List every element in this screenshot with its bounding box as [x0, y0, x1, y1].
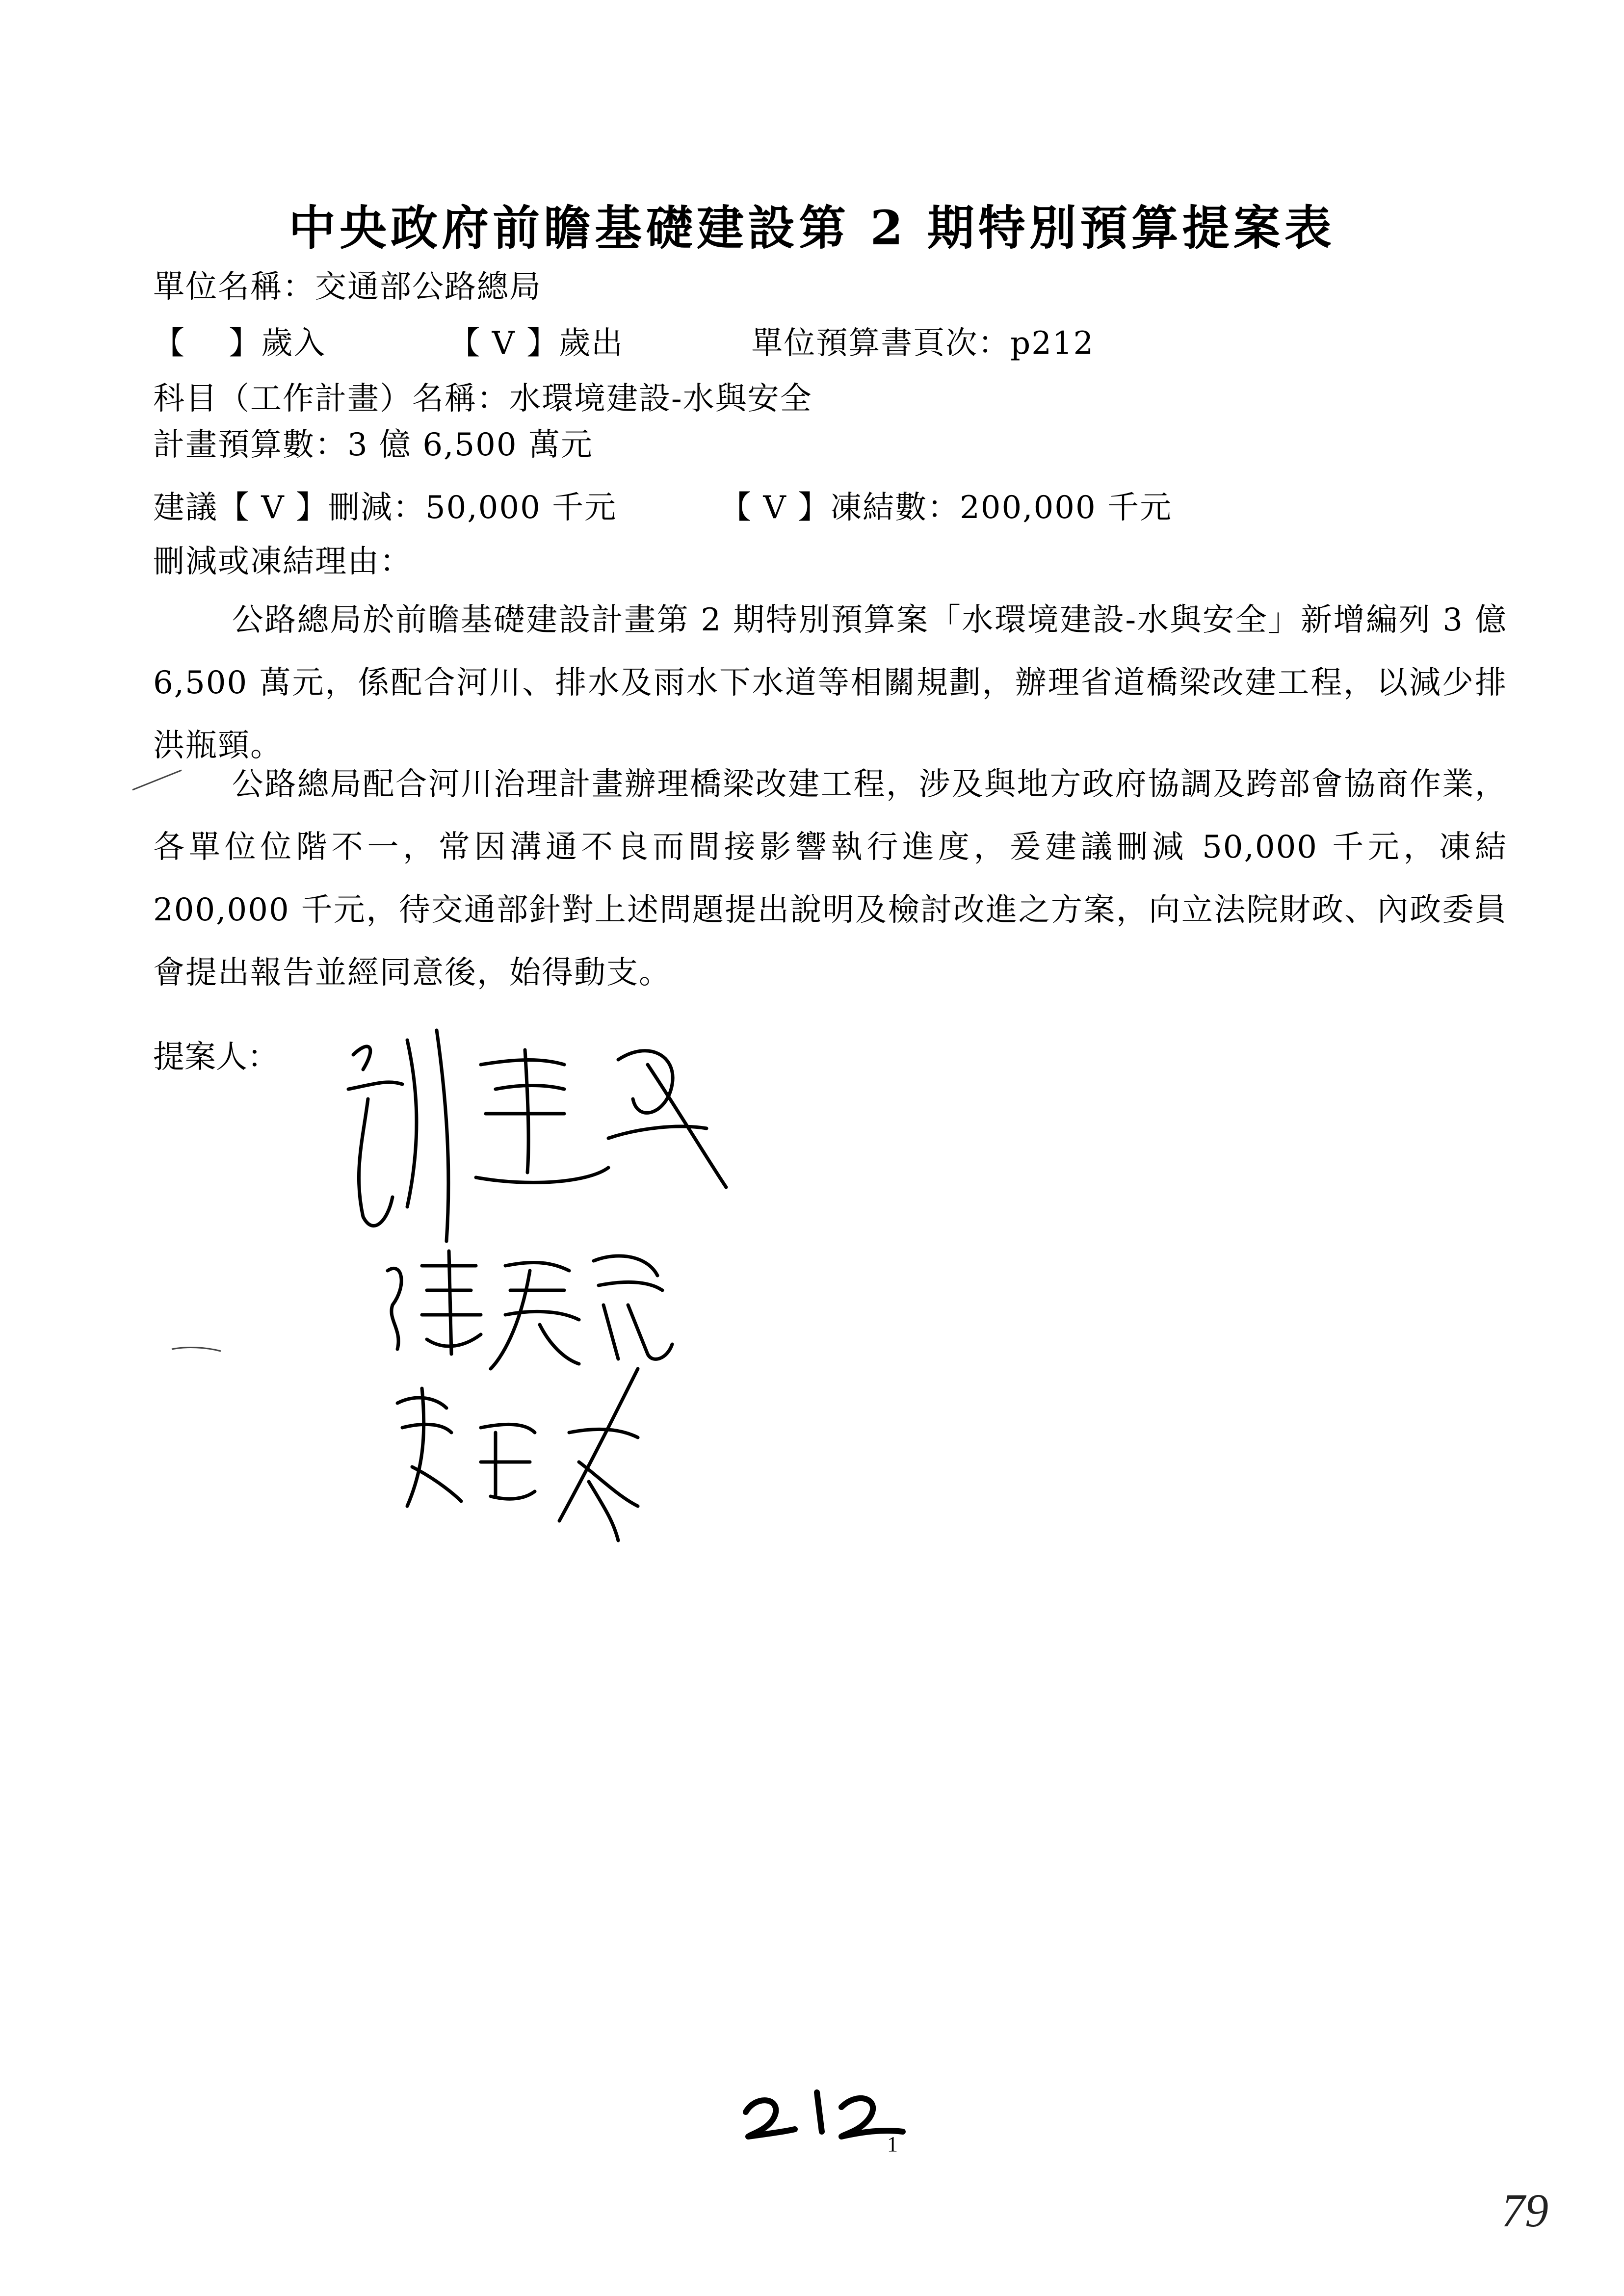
signature-3 — [383, 1359, 657, 1545]
subject-name-line: 科目（工作計畫）名稱：水環境建設-水與安全 — [153, 381, 812, 417]
corner-page-number: 79 — [1501, 2184, 1548, 2237]
reason-paragraph-1-text: 公路總局於前瞻基礎建設計畫第 2 期特別預算案「水環境建設-水與安全」新增編列 3 億 6,500 萬元，係配合河川、排水及雨水下水道等相關規劃，辦理省道橋梁改建工程，以減少排洪瓶頸。 — [153, 602, 1507, 764]
reason-paragraph-2-text: 公路總局配合河川治理計畫辦理橋梁改建工程，涉及與地方政府協調及跨部會協商作業，各單位位階不一，常因溝通不良而間接影響執行進度，爰建議刪減 50,000 千元，凍結 200,000 千元，待交通部針對上述問題提出說明及檢討改進之方案，向立法院財政、內政委員會提出報告並經同意後，始得動支。 — [153, 766, 1507, 991]
handwritten-page-number — [736, 2085, 913, 2149]
document-title: 中央政府前瞻基礎建設第 2 期特別預算提案表 — [288, 200, 1336, 256]
proposer-label: 提案人： — [153, 1039, 279, 1075]
scan-mark — [128, 765, 186, 795]
signature-2 — [373, 1231, 677, 1379]
freeze-amount: 【 V 】凍結數：200,000 千元 — [720, 490, 1173, 526]
reason-paragraph-1 — [153, 589, 1507, 777]
budget-page-reference: 單位預算書頁次：p212 — [751, 325, 1095, 362]
revenue-checkbox-label: 【 】歲入 — [153, 325, 326, 362]
reason-paragraph-2 — [153, 753, 1507, 1004]
budget-type-line — [153, 321, 1094, 365]
reason-label: 刪減或凍結理由： — [153, 544, 412, 580]
scan-mark-dash — [167, 1339, 226, 1359]
expenditure-checkbox-label: 【 V 】歲出 — [448, 325, 624, 362]
unit-name-line: 單位名稱：交通部公路總局 — [153, 269, 542, 305]
proposal-amount-line — [153, 486, 1172, 530]
page-number: 1 — [887, 2132, 898, 2156]
cut-amount: 建議【 V 】刪減：50,000 千元 — [153, 490, 617, 526]
signature-1 — [334, 1011, 785, 1266]
plan-budget-line: 計畫預算數：3 億 6,500 萬元 — [153, 427, 593, 463]
